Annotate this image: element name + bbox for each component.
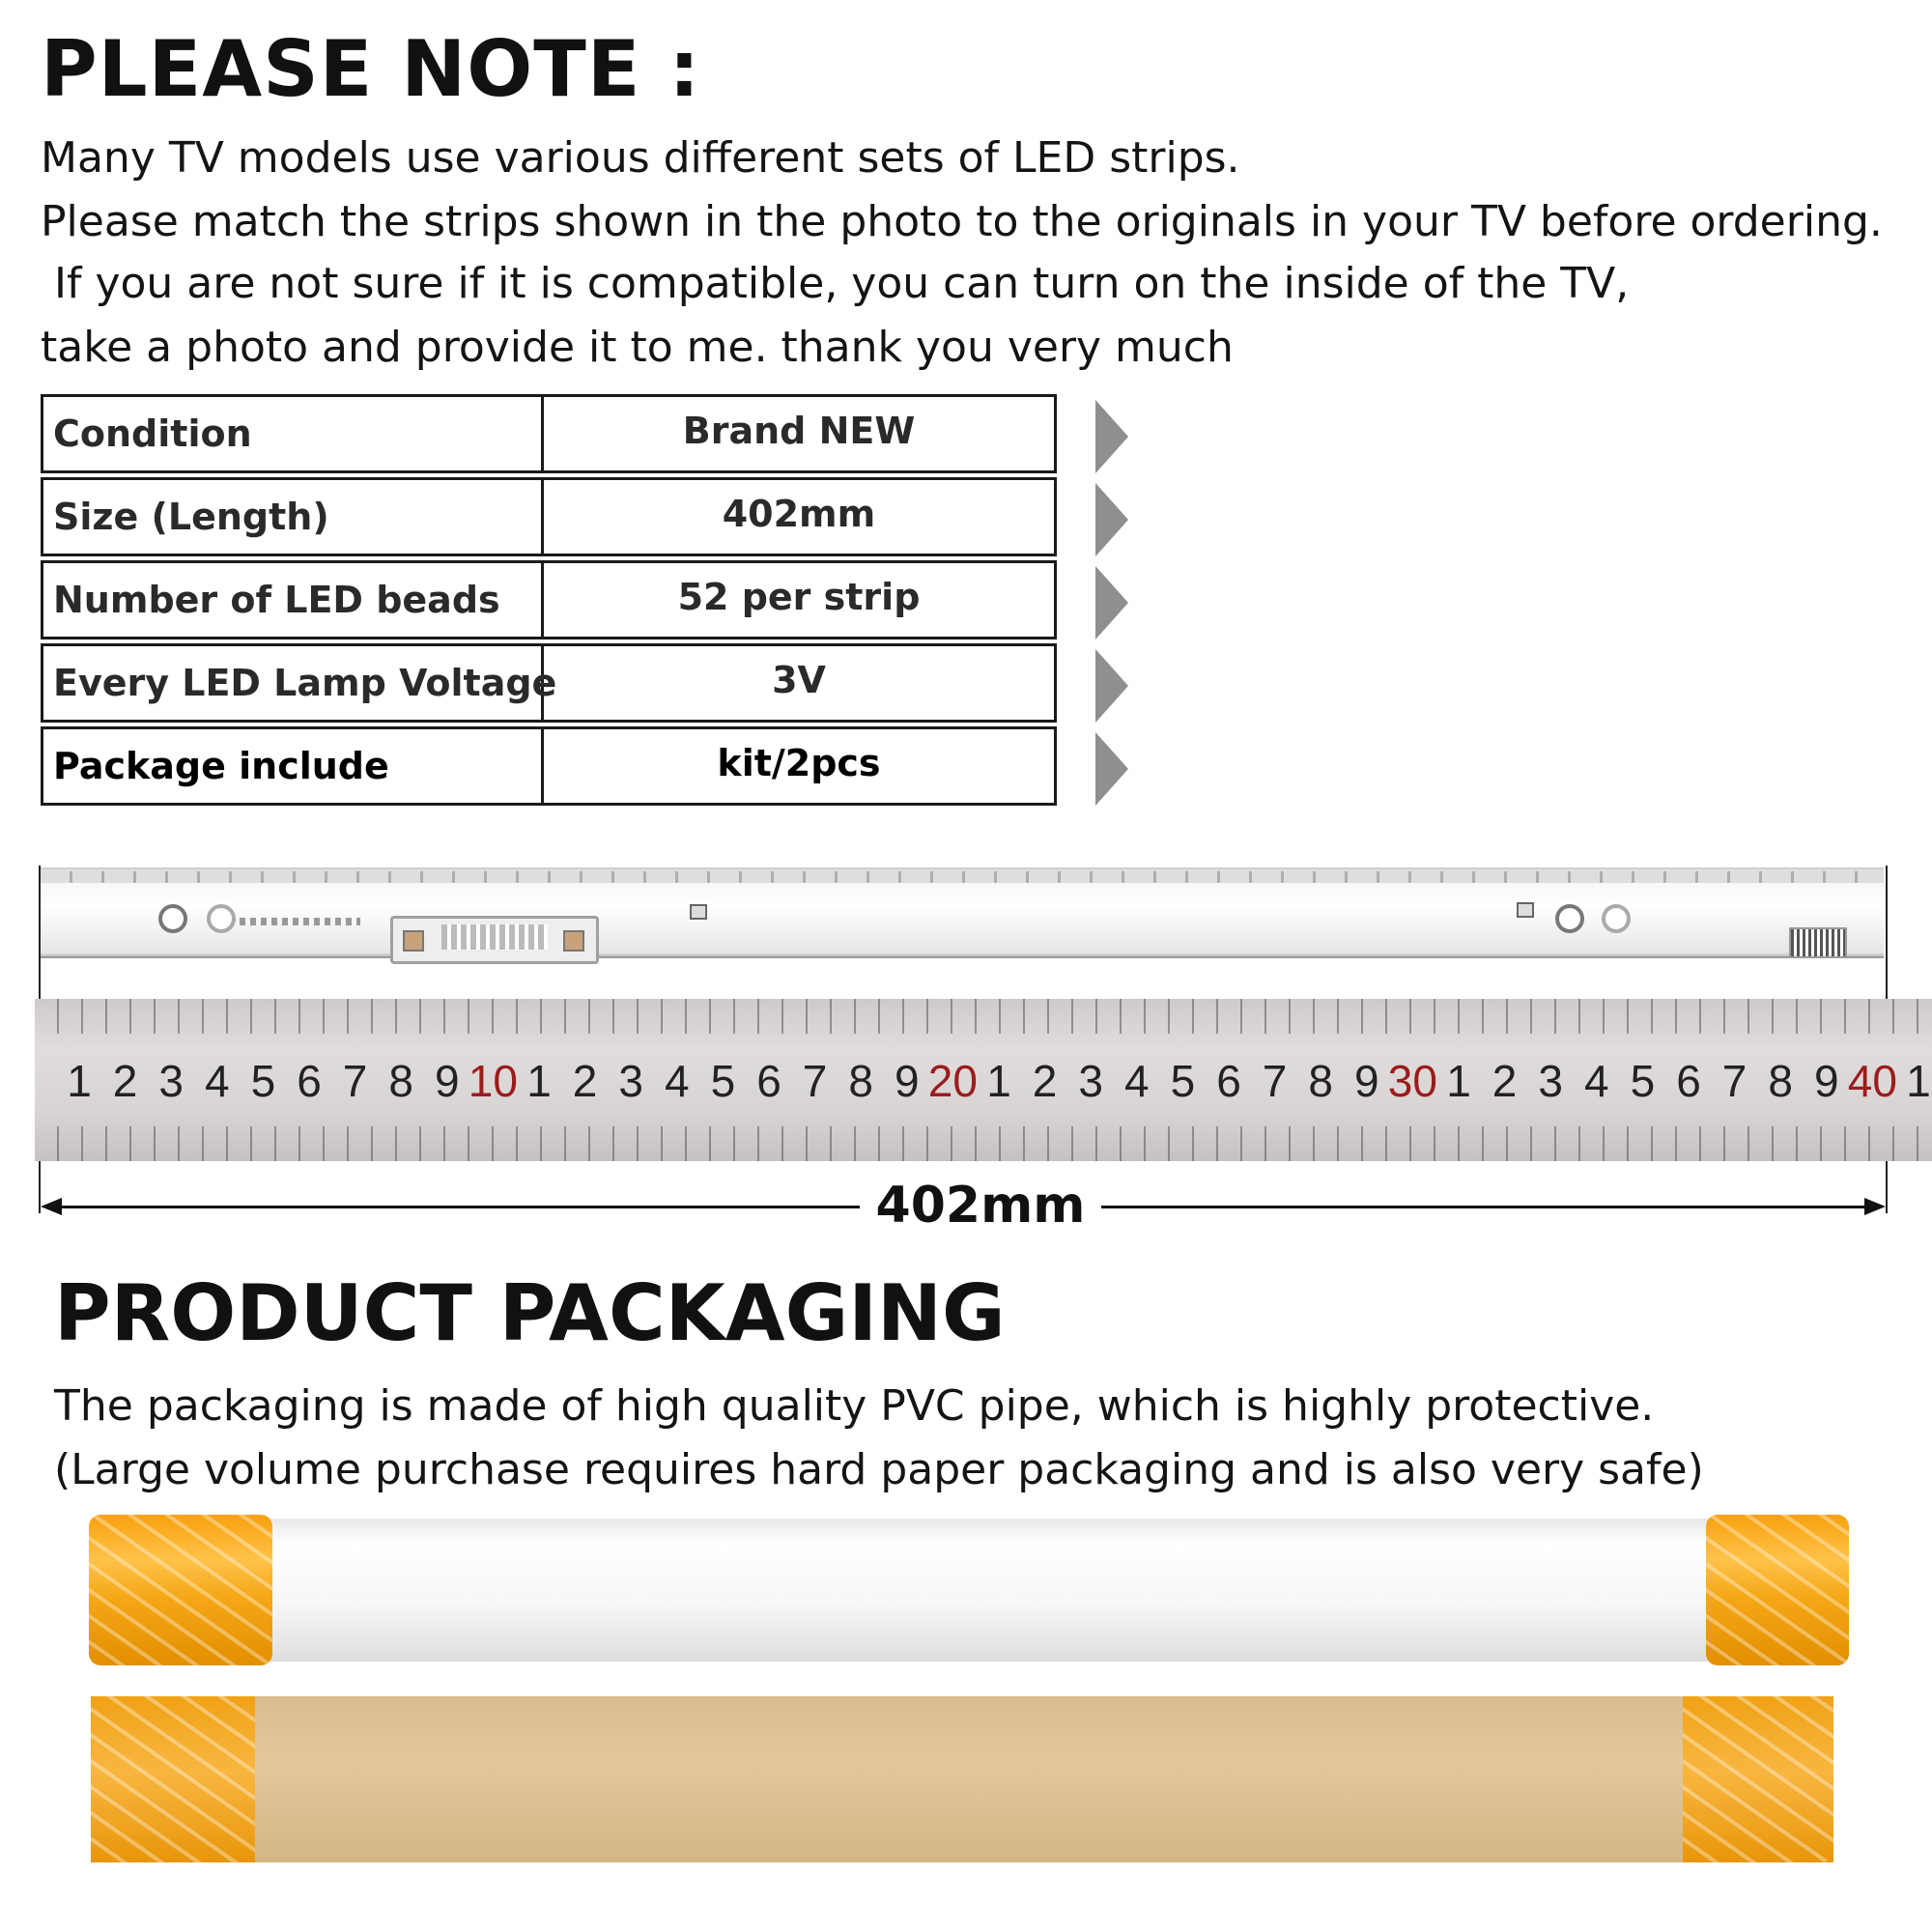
- ruler-number: 1: [1906, 1056, 1931, 1106]
- tape-wrap-right: [1706, 1515, 1849, 1665]
- note-title: PLEASE NOTE :: [41, 24, 701, 114]
- ruler-number: 9: [435, 1056, 460, 1106]
- ruler-number: 8: [1308, 1056, 1333, 1106]
- connector-tab: [403, 930, 424, 952]
- ruler-number: 3: [1538, 1056, 1563, 1106]
- spec-value: 3V: [772, 659, 826, 701]
- ruler-number: 1: [526, 1056, 552, 1106]
- ruler-number: 2: [572, 1056, 598, 1106]
- row-arrow-icon: [1095, 649, 1128, 723]
- spec-label: Condition: [43, 397, 544, 470]
- spec-value: 402mm: [722, 493, 876, 535]
- spec-label: Every LED Lamp Voltage: [43, 646, 544, 720]
- ruler-number: 7: [1262, 1056, 1288, 1106]
- ruler-number: 9: [1814, 1056, 1839, 1106]
- ruler-number: 6: [756, 1056, 781, 1106]
- spec-value: 52 per strip: [677, 576, 921, 618]
- spec-label: Number of LED beads: [43, 563, 544, 637]
- spec-row-condition: [41, 394, 1055, 471]
- ruler-number: 5: [1630, 1056, 1656, 1106]
- dimension-line-left: [58, 1206, 860, 1208]
- connector-tab: [563, 930, 584, 952]
- ruler-number: 20: [927, 1056, 978, 1106]
- chip-icon: [690, 904, 707, 920]
- ruler-number: 1: [1446, 1056, 1471, 1106]
- ruler-number: 7: [342, 1056, 368, 1106]
- ruler-number: 1: [67, 1056, 92, 1106]
- ruler-number: 6: [1676, 1056, 1701, 1106]
- ruler-number: 8: [1768, 1056, 1793, 1106]
- ruler-number: 3: [158, 1056, 184, 1106]
- ruler-number: 5: [250, 1056, 276, 1106]
- ruler-number: 10: [468, 1056, 518, 1106]
- row-arrow-icon: [1095, 483, 1128, 556]
- spec-row-package: [41, 726, 1055, 804]
- mount-hole-icon: [1555, 904, 1584, 933]
- ruler-number: 9: [895, 1056, 920, 1106]
- mount-hole-icon: [158, 904, 187, 933]
- packaging-line-1: The packaging is made of high quality PVC pipe, which is highly protective.: [54, 1381, 1655, 1431]
- ruler-number: 1: [986, 1056, 1011, 1106]
- packaging-title: PRODUCT PACKAGING: [54, 1268, 1006, 1358]
- ruler-number: 4: [1584, 1056, 1609, 1106]
- ruler-number: 2: [1492, 1056, 1518, 1106]
- cardboard-box-photo: [91, 1696, 1833, 1862]
- ruler-number: 8: [848, 1056, 873, 1106]
- ruler-number: 5: [1170, 1056, 1196, 1106]
- arrow-right-icon: [1864, 1198, 1886, 1215]
- tape-wrap-left: [91, 1696, 255, 1862]
- ruler-number: 3: [618, 1056, 643, 1106]
- note-line-2: Please match the strips shown in the photo to the originals in your TV before ordering.: [41, 197, 1883, 246]
- note-line-3: If you are not sure if it is compatible, you can turn on the inside of the TV,: [41, 259, 1630, 308]
- led-strip-edge: [41, 871, 1884, 883]
- ruler-number: 7: [802, 1056, 828, 1106]
- led-strip-markings: [240, 918, 360, 925]
- measuring-ruler: [35, 999, 1932, 1161]
- tape-wrap-left: [89, 1515, 272, 1665]
- ruler-number: 4: [205, 1056, 230, 1106]
- ruler-number: 3: [1078, 1056, 1103, 1106]
- row-arrow-icon: [1095, 400, 1128, 473]
- pvc-pipe-photo: [95, 1519, 1845, 1662]
- ruler-number: 2: [1032, 1056, 1058, 1106]
- ruler-ticks-top: [35, 999, 1932, 1034]
- mount-hole-icon: [1602, 904, 1631, 933]
- spec-row-led-beads: [41, 560, 1055, 638]
- dimension-label: 402mm: [875, 1177, 1086, 1235]
- ruler-number: 4: [665, 1056, 690, 1106]
- ruler-ticks-bottom: [35, 1126, 1932, 1161]
- ruler-number: 30: [1387, 1056, 1437, 1106]
- ruler-number: 6: [297, 1056, 322, 1106]
- tape-wrap-right: [1683, 1696, 1833, 1862]
- packaging-line-2: (Large volume purchase requires hard paper packaging and is also very safe): [54, 1445, 1704, 1494]
- spec-value: kit/2pcs: [717, 742, 881, 784]
- ruler-number: 6: [1216, 1056, 1241, 1106]
- ruler-number: 5: [710, 1056, 736, 1106]
- ruler-number: 4: [1124, 1056, 1150, 1106]
- spec-row-size: [41, 477, 1055, 554]
- note-line-4: take a photo and provide it to me. thank you very much: [41, 323, 1234, 372]
- strip-connector: [390, 916, 599, 964]
- spec-row-voltage: [41, 643, 1055, 721]
- arrow-left-icon: [41, 1198, 62, 1215]
- spec-value: Brand NEW: [682, 410, 916, 452]
- ruler-number: 8: [388, 1056, 413, 1106]
- row-arrow-icon: [1095, 732, 1128, 806]
- ruler-number: 9: [1354, 1056, 1379, 1106]
- row-arrow-icon: [1095, 566, 1128, 639]
- spec-label: Size (Length): [43, 480, 544, 554]
- ruler-number: 40: [1847, 1056, 1897, 1106]
- ruler-number: 2: [112, 1056, 138, 1106]
- ruler-number: 7: [1721, 1056, 1747, 1106]
- dimension-line-right: [1101, 1206, 1866, 1208]
- spec-label: Package include: [43, 729, 544, 803]
- barcode-label-icon: [1789, 927, 1847, 958]
- chip-icon: [1517, 902, 1534, 918]
- mount-hole-icon: [207, 904, 236, 933]
- connector-pins: [441, 924, 548, 950]
- note-line-1: Many TV models use various different sets of LED strips.: [41, 133, 1240, 183]
